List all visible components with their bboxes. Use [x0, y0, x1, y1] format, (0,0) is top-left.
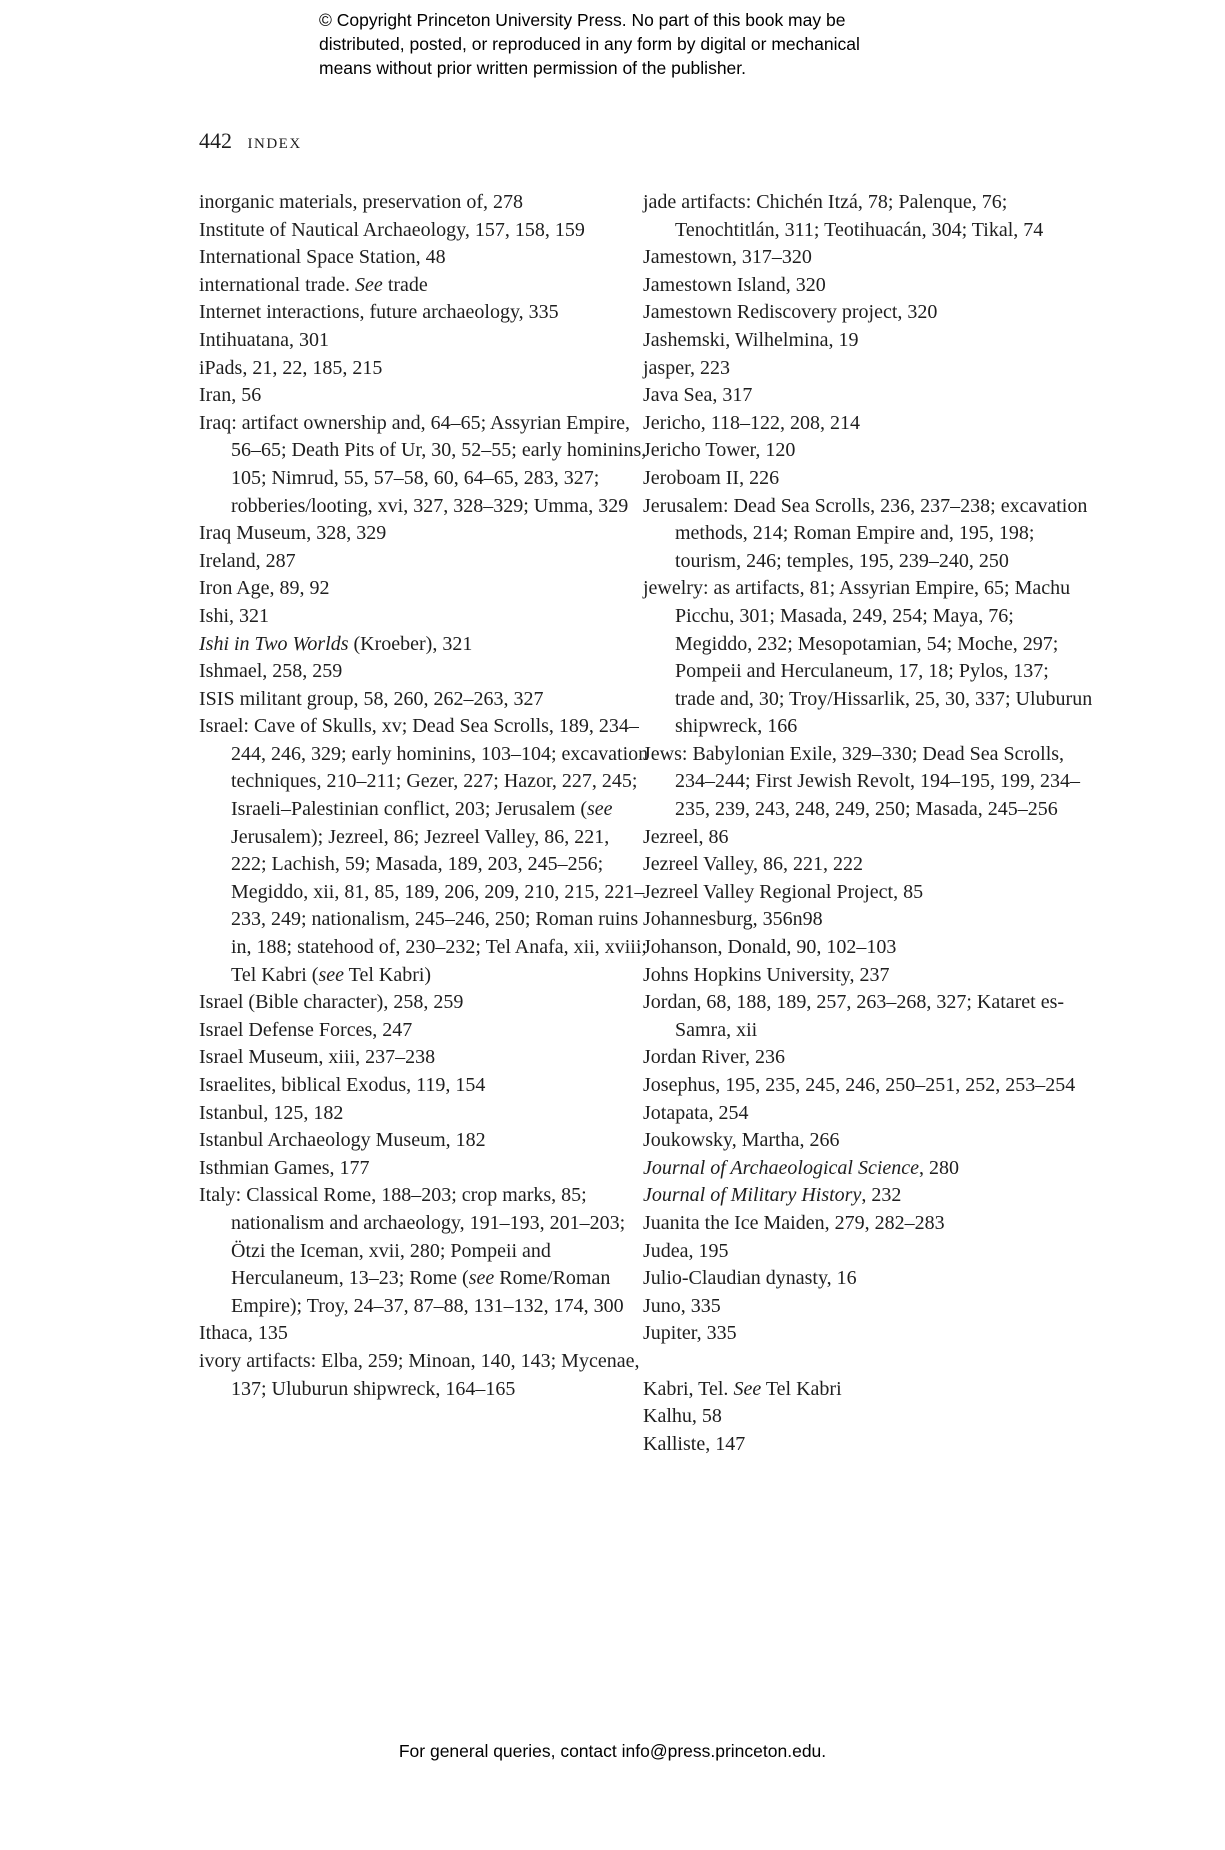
section-title: index — [247, 129, 302, 153]
entry-italic-text: Journal of Military History — [643, 1184, 862, 1207]
index-entry — [643, 575, 1093, 741]
index-entry — [199, 189, 649, 217]
entry-italic-text: See — [355, 273, 383, 296]
entry-text: Italy: Classical Rome, 188–203; crop marks, 85; nationalism and archaeology, 191–193, 201–203; Ötzi the Iceman, xvii, 280; Pompeii and Herculaneum, 13–23; Rome ( — [199, 1184, 626, 1290]
entry-text: Jericho Tower, 120 — [643, 439, 796, 462]
entry-text: Joukowsky, Martha, 266 — [643, 1129, 840, 1152]
entry-text: Kabri, Tel. — [643, 1377, 734, 1400]
index-entry — [199, 382, 649, 410]
entry-text: ivory artifacts: Elba, 259; Minoan, 140, 143; Mycenae, 137; Uluburun shipwreck, 164–165 — [199, 1349, 640, 1400]
index-entry — [643, 934, 1093, 962]
entry-text: jewelry: as artifacts, 81; Assyrian Empire, 65; Machu Picchu, 301; Masada, 249, 254; Maya, 76; Megiddo, 232; Mesopotamian, 54; Moche, 297; Pompeii and Herculaneum, 17, 18; Pylos, 137; trade and, 30; Troy/Hissarlik, 25, 30, 337; Uluburun shipwreck, 166 — [643, 577, 1093, 738]
entry-text: (Kroeber), 321 — [348, 632, 473, 655]
index-entry — [199, 299, 649, 327]
index-entry — [643, 1155, 1093, 1183]
index-entry — [643, 741, 1093, 824]
index-entry — [643, 1403, 1093, 1431]
entry-text: Tel Kabri) — [344, 963, 432, 986]
index-entry — [199, 1182, 649, 1320]
index-entry — [643, 437, 1093, 465]
entry-text: Jamestown, 317–320 — [643, 246, 812, 269]
entry-text: Intihuatana, 301 — [199, 328, 329, 351]
index-column-left — [199, 189, 649, 1403]
entry-text: Iran, 56 — [199, 384, 262, 407]
index-entry — [643, 1182, 1093, 1210]
entry-text: , 232 — [861, 1184, 902, 1207]
entry-text: Israel Museum, xiii, 237–238 — [199, 1046, 436, 1069]
entry-text: Jordan, 68, 188, 189, 257, 263–268, 327; Kataret es-Samra, xii — [643, 991, 1065, 1041]
index-entry — [643, 1265, 1093, 1293]
index-entry — [643, 244, 1093, 272]
index-entry — [643, 493, 1093, 576]
entry-text: ISIS militant group, 58, 260, 262–263, 327 — [199, 687, 544, 710]
entry-text: Israel: Cave of Skulls, xv; Dead Sea Scrolls, 189, 234–244, 246, 329; early hominins, 103–104; excavation techniques, 210–211; Gezer, 227; Hazor, 227, 245; Israeli–Palestinian conflict, 203; Jerusalem ( — [199, 715, 649, 821]
entry-text: Jordan River, 236 — [643, 1046, 785, 1069]
index-entry — [199, 244, 649, 272]
entry-text: Iraq: artifact ownership and, 64–65; Assyrian Empire, 56–65; Death Pits of Ur, 30, 52–55; early hominins, 105; Nimrud, 55, 57–58, 60, 64–65, 283, 327; robberies/looting, xvi, 327, 328–329; Umma, 329 — [199, 411, 647, 517]
entry-text: Johannesburg, 356n98 — [643, 908, 823, 931]
entry-text: Josephus, 195, 235, 245, 246, 250–251, 252, 253–254 — [643, 1074, 1076, 1096]
index-entry — [643, 1376, 1093, 1404]
index-entry — [199, 410, 649, 520]
index-entry — [643, 1238, 1093, 1266]
index-entry — [199, 520, 649, 548]
index-entry — [643, 1293, 1093, 1321]
entry-text: Israel (Bible character), 258, 259 — [199, 991, 464, 1014]
copyright-line: © Copyright Princeton University Press. No part of this book may be — [319, 10, 846, 30]
index-entry — [199, 1044, 649, 1072]
index-entry — [199, 1320, 649, 1348]
footer-contact: For general queries, contact info@press.princeton.edu. — [398, 1741, 827, 1761]
index-entry — [643, 906, 1093, 934]
entry-text: Jezreel Valley Regional Project, 85 — [643, 880, 924, 903]
index-entry — [199, 355, 649, 383]
running-head — [199, 128, 302, 154]
index-entry — [199, 548, 649, 576]
entry-italic-text: Ishi in Two Worlds — [199, 632, 349, 655]
entry-text: Ishmael, 258, 259 — [199, 660, 343, 683]
index-entry — [199, 1072, 649, 1100]
entry-italic-text: see — [468, 1267, 495, 1290]
page-number: 442 — [199, 128, 232, 153]
entry-text: Istanbul Archaeology Museum, 182 — [199, 1129, 486, 1152]
entry-text: iPads, 21, 22, 185, 215 — [199, 356, 383, 379]
index-entry — [643, 962, 1093, 990]
entry-text: Kalhu, 58 — [643, 1405, 722, 1428]
index-entry — [199, 658, 649, 686]
entry-text: Jamestown Rediscovery project, 320 — [643, 301, 938, 324]
entry-text: Isthmian Games, 177 — [199, 1156, 370, 1179]
entry-text: Jerusalem); Jezreel, 86; Jezreel Valley, 86, 221, 222; Lachish, 59; Masada, 189, 203, 245–256; Megiddo, xii, 81, 85, 189, 206, 209, 210, 215, 221–233, 249; nationalism, 245–246, 250; Roman ruins in, 188; statehood of, 230–232; Tel Anafa, xii, xviii; Tel Kabri ( — [231, 825, 647, 986]
copyright-notice — [319, 8, 1019, 80]
index-entry — [643, 410, 1093, 438]
index-entry — [199, 1127, 649, 1155]
index-entry — [199, 631, 649, 659]
entry-text: Ireland, 287 — [199, 549, 296, 572]
entry-text: Julio-Claudian dynasty, 16 — [643, 1267, 857, 1290]
index-entry — [643, 879, 1093, 907]
index-entry — [199, 217, 649, 245]
entry-text: Johanson, Donald, 90, 102–103 — [643, 936, 897, 959]
entry-text: Jerusalem: Dead Sea Scrolls, 236, 237–238; excavation methods, 214; Roman Empire and, 195, 198; tourism, 246; temples, 195, 239–240, 250 — [643, 494, 1088, 572]
index-entry — [199, 575, 649, 603]
entry-italic-text: see — [318, 963, 344, 986]
index-entry — [199, 327, 649, 355]
index-entry — [643, 1044, 1093, 1072]
entry-text: Jotapata, 254 — [643, 1101, 749, 1124]
index-entry — [643, 327, 1093, 355]
entry-text: trade — [382, 273, 428, 296]
entry-text: international trade. — [199, 273, 356, 296]
entry-text: Jezreel, 86 — [643, 825, 729, 848]
entry-text: jade artifacts: Chichén Itzá, 78; Palenque, 76; Tenochtitlán, 311; Teotihuacán, 304; Tikal, 74 — [643, 191, 1044, 241]
index-entry — [643, 1072, 1093, 1100]
index-entry — [643, 1320, 1093, 1348]
copyright-line: distributed, posted, or reproduced in any form by digital or mechanical — [319, 34, 860, 54]
index-entry — [643, 824, 1093, 852]
entry-text: jasper, 223 — [643, 356, 730, 379]
entry-text: , 280 — [919, 1156, 960, 1179]
index-entry — [643, 851, 1093, 879]
entry-text: Jeroboam II, 226 — [643, 466, 780, 489]
index-entry — [199, 1348, 649, 1403]
entry-text: Kalliste, 147 — [643, 1432, 746, 1455]
entry-text: Iraq Museum, 328, 329 — [199, 522, 387, 545]
entry-text: Ishi, 321 — [199, 604, 269, 627]
entry-text: Java Sea, 317 — [643, 384, 753, 407]
entry-text: inorganic materials, preservation of, 278 — [199, 191, 523, 213]
entry-text: Tel Kabri — [761, 1377, 842, 1400]
letter-group-gap — [643, 1348, 1093, 1376]
index-entry — [643, 1127, 1093, 1155]
entry-text: Jamestown Island, 320 — [643, 273, 826, 296]
entry-italic-text: Journal of Archaeological Science — [643, 1156, 920, 1179]
index-entry — [643, 355, 1093, 383]
index-entry — [643, 382, 1093, 410]
entry-text: Judea, 195 — [643, 1239, 729, 1262]
index-entry — [643, 189, 1093, 244]
entry-text: Israel Defense Forces, 247 — [199, 1018, 413, 1041]
entry-text: Iron Age, 89, 92 — [199, 577, 330, 600]
index-column-right — [643, 189, 1093, 1458]
entry-text: Jashemski, Wilhelmina, 19 — [643, 328, 859, 351]
index-entry — [643, 989, 1093, 1044]
index-entry — [199, 1100, 649, 1128]
index-entry — [199, 713, 649, 989]
index-entry — [643, 272, 1093, 300]
entry-text: Internet interactions, future archaeology, 335 — [199, 301, 559, 324]
entry-text: Israelites, biblical Exodus, 119, 154 — [199, 1074, 486, 1096]
entry-text: Rome/Roman Empire); Troy, 24–37, 87–88, 131–132, 174, 300 — [231, 1267, 624, 1317]
entry-text: Jupiter, 335 — [643, 1322, 737, 1345]
entry-italic-text: See — [733, 1377, 762, 1400]
index-entry — [199, 1017, 649, 1045]
index-entry — [643, 1100, 1093, 1128]
entry-text: Juno, 335 — [643, 1294, 721, 1317]
entry-text: Ithaca, 135 — [199, 1322, 288, 1345]
index-entry — [643, 1210, 1093, 1238]
entry-italic-text: see — [587, 798, 613, 821]
entry-text: Jezreel Valley, 86, 221, 222 — [643, 853, 863, 876]
entry-text: Jericho, 118–122, 208, 214 — [643, 411, 861, 434]
entry-text: Istanbul, 125, 182 — [199, 1101, 344, 1124]
entry-text: Johns Hopkins University, 237 — [643, 963, 890, 986]
entry-text: Institute of Nautical Archaeology, 157, 158, 159 — [199, 218, 585, 241]
index-entry — [643, 465, 1093, 493]
index-entry — [643, 1431, 1093, 1459]
entry-text: Juanita the Ice Maiden, 279, 282–283 — [643, 1211, 945, 1234]
index-entry — [199, 989, 649, 1017]
index-entry — [199, 603, 649, 631]
copyright-line: means without prior written permission of the publisher. — [319, 58, 747, 78]
entry-text: Jews: Babylonian Exile, 329–330; Dead Sea Scrolls, 234–244; First Jewish Revolt, 194–195, 199, 234–235, 239, 243, 248, 249, 250; Masada, 245–256 — [643, 742, 1081, 821]
index-entry — [643, 299, 1093, 327]
entry-text: International Space Station, 48 — [199, 246, 446, 269]
index-entry — [199, 686, 649, 714]
index-entry — [199, 1155, 649, 1183]
index-entry — [199, 272, 649, 300]
